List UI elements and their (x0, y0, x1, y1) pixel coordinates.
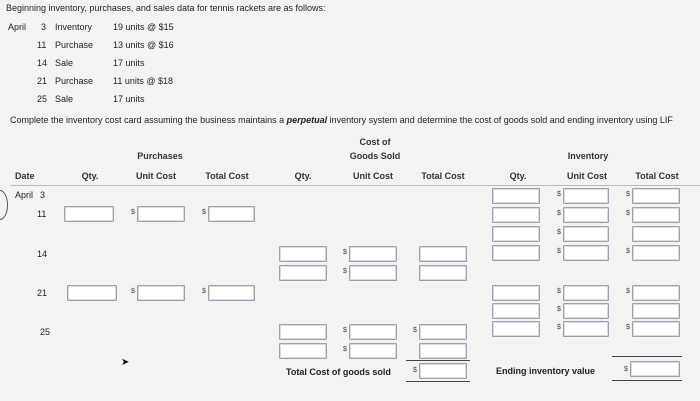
dollar-sign: $ (557, 324, 561, 331)
date-day-11: 11 (37, 209, 47, 219)
purchases-total-cost-21[interactable] (208, 285, 255, 301)
dollar-sign: $ (626, 288, 630, 295)
inventory-qty-apr3[interactable] (492, 188, 540, 204)
row-pointer-icon (0, 190, 8, 220)
header-divider (10, 185, 700, 186)
inventory-header: Inventory (567, 151, 609, 161)
inventory-unit-cost-apr3[interactable] (563, 188, 609, 204)
ending-inventory-label: Ending inventory value (496, 366, 596, 376)
total-cogs-double-underline (406, 381, 470, 382)
transaction-units: 19 units @ $15 (113, 22, 174, 32)
total-cogs-input[interactable] (419, 363, 467, 379)
inventory-total-cost-21c[interactable] (632, 321, 680, 337)
dollar-sign: $ (557, 210, 561, 217)
total-cogs-underline (406, 360, 470, 361)
ending-inventory-input[interactable] (630, 361, 680, 377)
transaction-units: 11 units @ $18 (113, 76, 174, 86)
transaction-type: Sale (55, 58, 74, 68)
date-day-3: 3 (40, 190, 46, 200)
inventory-total-cost-11a[interactable] (632, 207, 680, 223)
instruction-before: Complete the inventory cost card assuming the business maintains a (10, 115, 287, 125)
dollar-sign: $ (626, 248, 630, 255)
cogs-qty-14b[interactable] (279, 265, 327, 281)
transaction-day: 25 (37, 94, 48, 104)
transaction-day: 11 (37, 40, 47, 50)
column-purchases-total-cost: Total Cost (205, 171, 249, 181)
dollar-sign: $ (343, 249, 347, 256)
column-inventory-qty: Qty. (509, 171, 527, 181)
inventory-qty-11a[interactable] (492, 207, 540, 223)
cogs-total-cost-14a[interactable] (419, 246, 467, 262)
cogs-qty-25a[interactable] (279, 324, 327, 340)
inventory-unit-cost-21c[interactable] (563, 321, 609, 337)
instruction-emphasis: perpetual (286, 115, 328, 125)
purchases-qty-11[interactable] (64, 206, 114, 222)
dollar-sign: $ (557, 288, 561, 295)
cogs-header-line1: Cost of (359, 137, 391, 147)
column-inventory-unit-cost: Unit Cost (567, 171, 607, 181)
purchases-unit-cost-11[interactable] (137, 206, 185, 222)
transaction-day: 14 (37, 58, 48, 68)
inventory-unit-cost-21a[interactable] (563, 285, 609, 301)
dollar-sign: $ (202, 209, 206, 216)
purchases-unit-cost-21[interactable] (137, 285, 185, 301)
inventory-total-cost-21b[interactable] (632, 303, 680, 319)
column-inventory-total-cost: Total Cost (635, 171, 679, 181)
dollar-sign: $ (557, 191, 561, 198)
inventory-unit-cost-21b[interactable] (563, 303, 609, 319)
mouse-cursor-icon: ➤ (121, 357, 130, 368)
transaction-month: April (8, 22, 27, 32)
inventory-qty-14[interactable] (492, 245, 540, 261)
dollar-sign: $ (557, 229, 561, 236)
dollar-sign: $ (131, 209, 135, 216)
transaction-units: 13 units @ $16 (113, 40, 174, 50)
instruction-after: inventory system and determine the cost of goods sold and ending inventory using LIF (327, 115, 673, 125)
dollar-sign: $ (557, 248, 561, 255)
transaction-type: Sale (55, 94, 74, 104)
ending-inventory-underline (612, 356, 682, 357)
inventory-unit-cost-11b[interactable] (563, 226, 609, 242)
purchases-qty-21[interactable] (67, 285, 117, 301)
instruction-text (10, 115, 673, 125)
dollar-sign: $ (626, 324, 630, 331)
dollar-sign: $ (343, 346, 347, 353)
column-date: Date (15, 171, 35, 181)
transaction-day: 21 (37, 76, 48, 86)
cogs-unit-cost-25b[interactable] (349, 343, 397, 359)
transaction-type: Inventory (55, 22, 93, 32)
inventory-total-cost-11b[interactable] (632, 226, 680, 242)
cogs-unit-cost-25a[interactable] (349, 324, 397, 340)
cogs-unit-cost-14b[interactable] (349, 265, 397, 281)
column-cogs-total-cost: Total Cost (421, 171, 465, 181)
intro-text: Beginning inventory, purchases, and sales data for tennis rackets are as follows: (6, 3, 326, 13)
cogs-header-line2: Goods Sold (349, 151, 401, 161)
inventory-qty-21a[interactable] (492, 285, 540, 301)
dollar-sign: $ (413, 367, 417, 374)
transaction-type: Purchase (55, 40, 94, 50)
dollar-sign: $ (343, 268, 347, 275)
dollar-sign: $ (626, 210, 630, 217)
inventory-total-cost-21a[interactable] (632, 285, 680, 301)
transaction-units: 17 units (113, 94, 145, 104)
column-cogs-qty: Qty. (294, 171, 312, 181)
date-day-14: 14 (37, 249, 48, 259)
inventory-qty-21c[interactable] (492, 321, 540, 337)
date-day-21: 21 (37, 288, 48, 298)
transaction-type: Purchase (55, 76, 94, 86)
purchases-header: Purchases (137, 151, 183, 161)
column-purchases-unit-cost: Unit Cost (136, 171, 176, 181)
inventory-unit-cost-14[interactable] (563, 245, 609, 261)
cogs-qty-25b[interactable] (279, 343, 327, 359)
dollar-sign: $ (626, 191, 630, 198)
cogs-total-cost-25a[interactable] (419, 324, 467, 340)
ending-inventory-double-underline (612, 380, 682, 381)
purchases-total-cost-11[interactable] (208, 206, 255, 222)
inventory-unit-cost-11a[interactable] (563, 207, 609, 223)
column-cogs-unit-cost: Unit Cost (353, 171, 393, 181)
cogs-unit-cost-14a[interactable] (349, 246, 397, 262)
cogs-total-cost-14b[interactable] (419, 265, 467, 281)
cogs-total-cost-25b[interactable] (419, 343, 467, 359)
dollar-sign: $ (131, 288, 135, 295)
inventory-total-cost-apr3[interactable] (632, 188, 680, 204)
dollar-sign: $ (413, 327, 417, 334)
column-purchases-qty: Qty. (81, 171, 99, 181)
inventory-total-cost-14[interactable] (632, 245, 680, 261)
inventory-qty-11b[interactable] (492, 226, 540, 242)
dollar-sign: $ (202, 288, 206, 295)
cogs-qty-14a[interactable] (279, 246, 327, 262)
dollar-sign: $ (557, 306, 561, 313)
transaction-day: 3 (41, 22, 47, 32)
date-month: April (15, 190, 34, 200)
dollar-sign: $ (624, 366, 628, 373)
inventory-qty-21b[interactable] (492, 303, 540, 319)
date-day-25: 25 (40, 327, 51, 337)
total-cogs-label: Total Cost of goods sold (286, 367, 391, 377)
dollar-sign: $ (343, 327, 347, 334)
transaction-units: 17 units (113, 58, 145, 68)
